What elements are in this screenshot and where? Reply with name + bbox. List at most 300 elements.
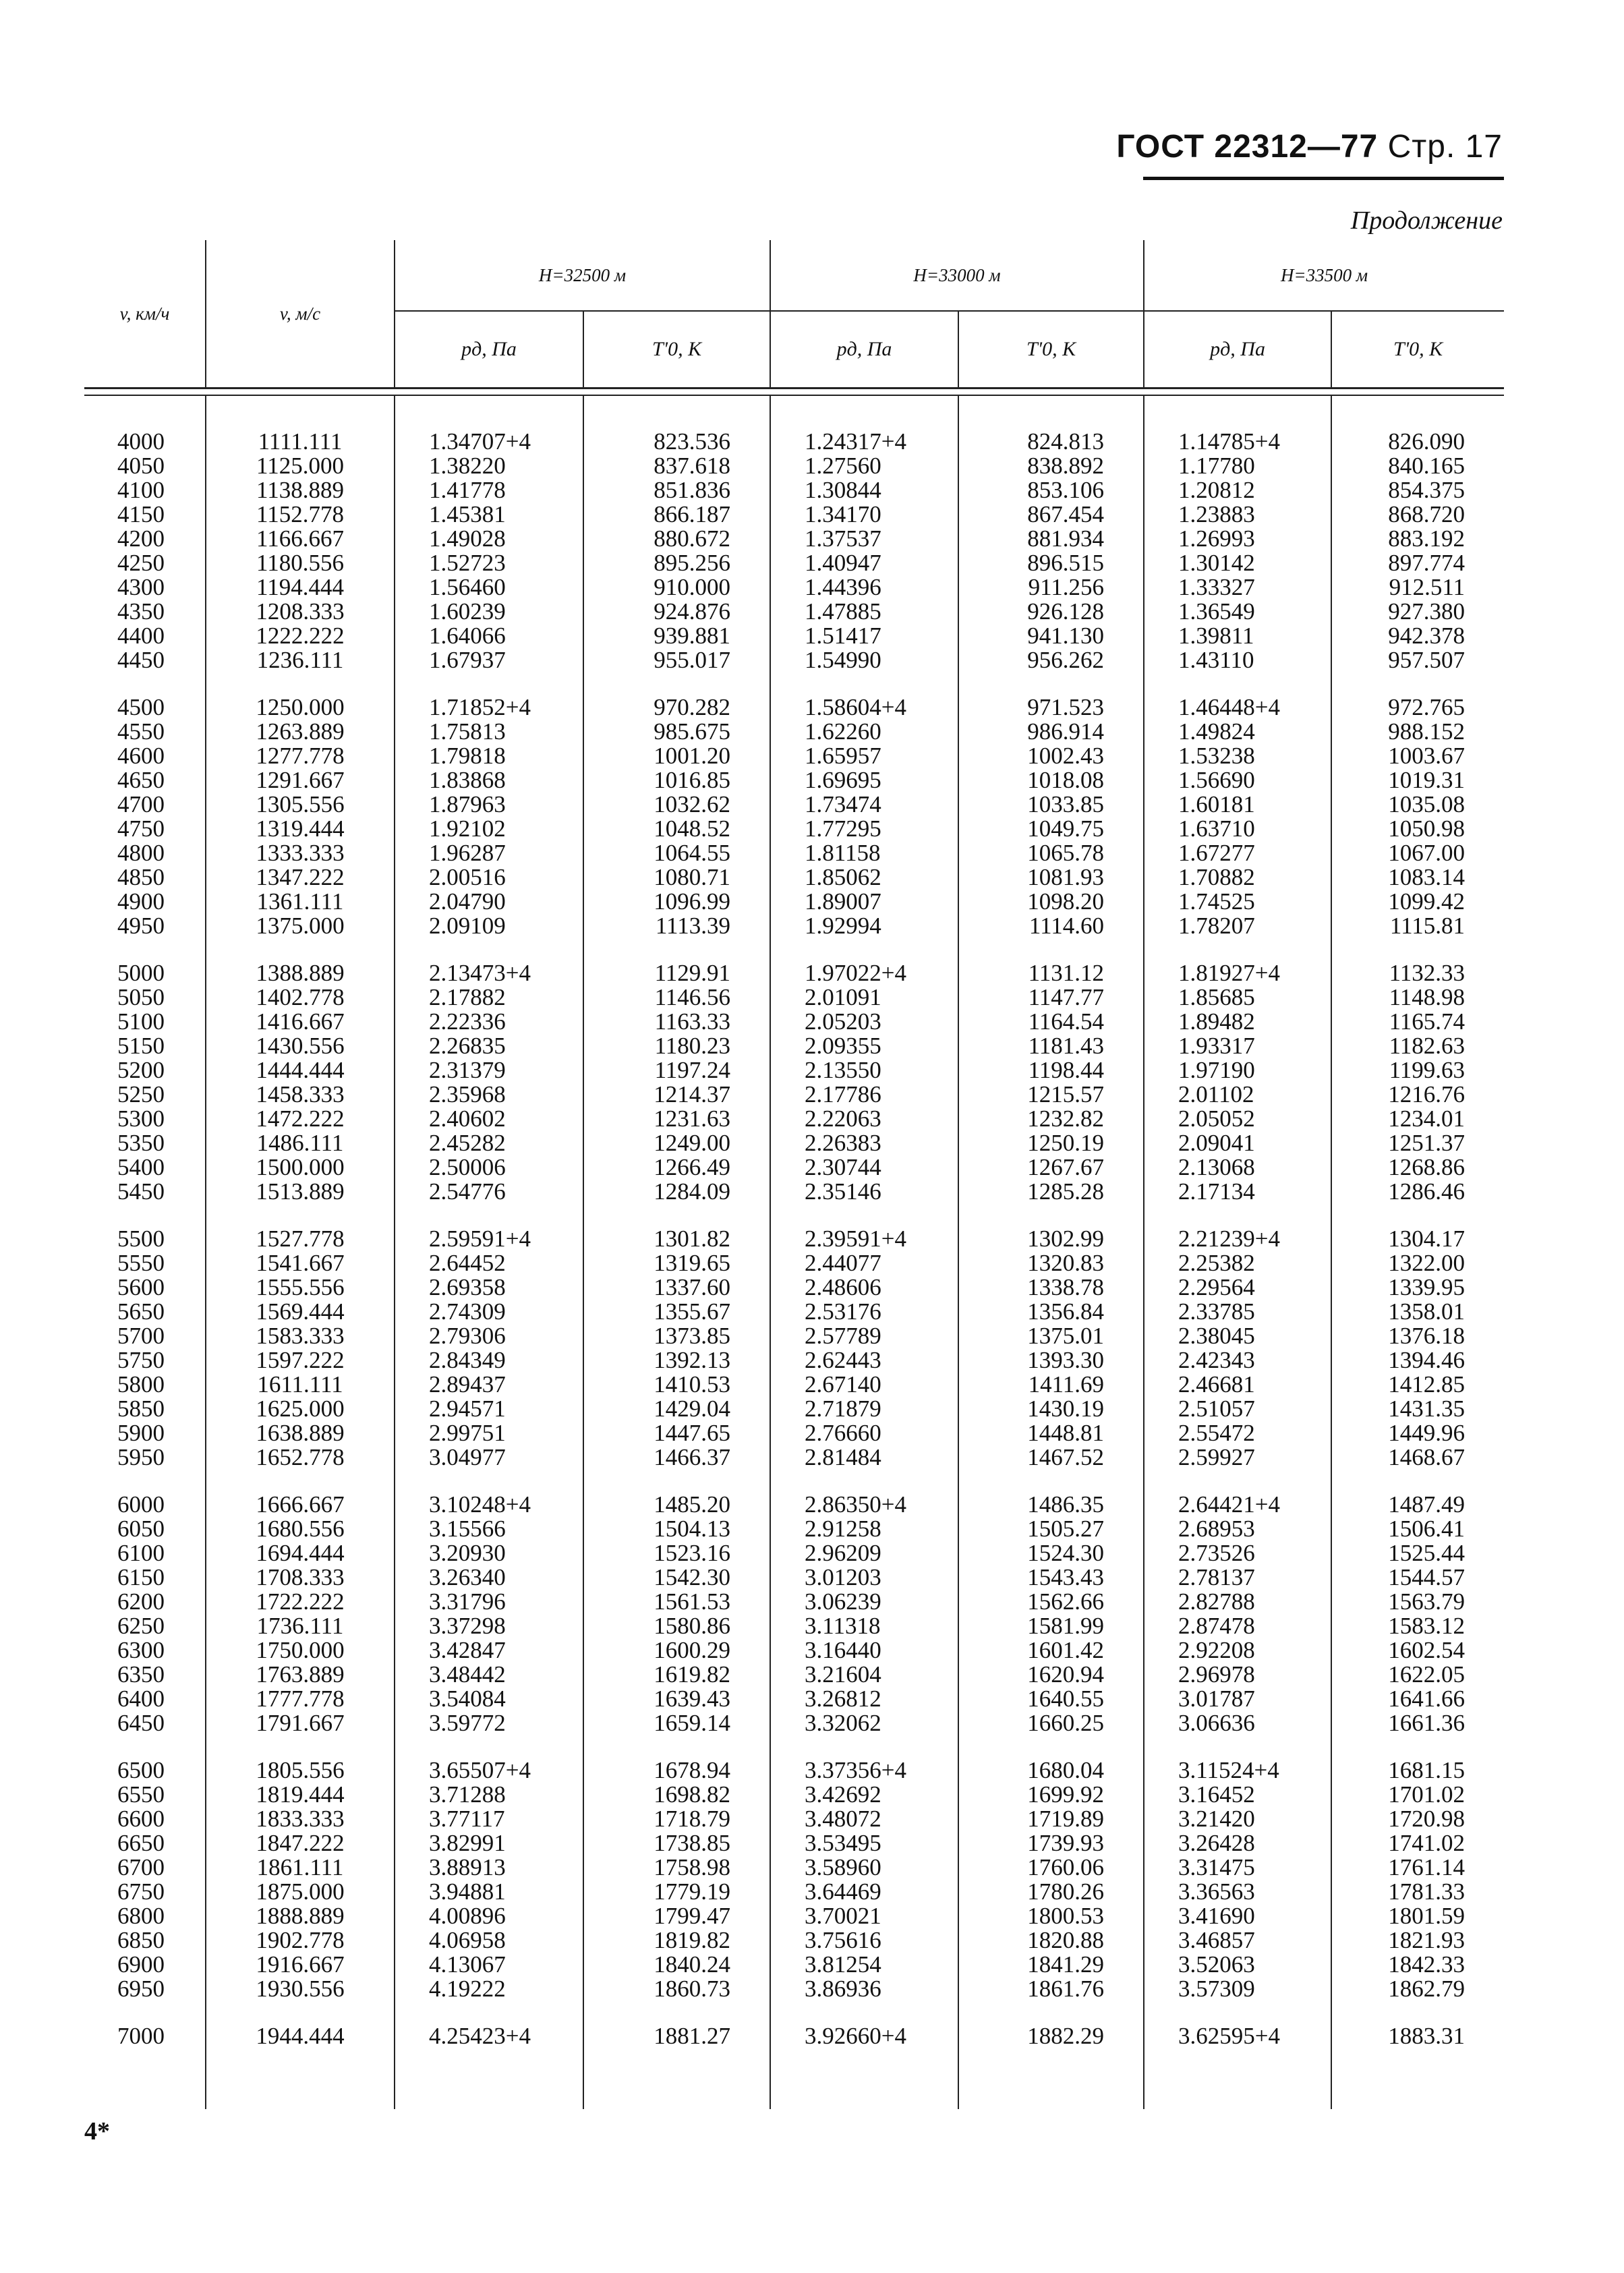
table-cell: 1.56690 bbox=[1144, 768, 1331, 793]
table-row bbox=[84, 890, 1504, 914]
table-cell: 4350 bbox=[117, 598, 165, 625]
table-cell: 1580.86 bbox=[583, 1614, 770, 1638]
table-cell: 1250.000 bbox=[206, 695, 395, 720]
table-cell: 3.57309 bbox=[1144, 1977, 1331, 2001]
table-row bbox=[84, 1638, 1504, 1663]
table-row bbox=[84, 478, 1504, 502]
table-cell: 1467.52 bbox=[958, 1445, 1144, 1470]
table-cell: 2.40602 bbox=[395, 1107, 583, 1131]
table-cell: 2.82788 bbox=[1144, 1590, 1331, 1614]
table-cell: 1506.41 bbox=[1331, 1517, 1504, 1541]
table-cell: 1763.889 bbox=[206, 1663, 395, 1687]
table-cell: 1447.65 bbox=[583, 1421, 770, 1445]
table-cell: 1659.14 bbox=[583, 1711, 770, 1735]
table-cell: 1.41778 bbox=[395, 478, 583, 502]
table-cell: 1430.19 bbox=[958, 1397, 1144, 1421]
table-cell: 4.19222 bbox=[395, 1977, 583, 2001]
table-cell: 3.15566 bbox=[395, 1517, 583, 1541]
table-cell: 1524.30 bbox=[958, 1541, 1144, 1565]
table-cell: 1125.000 bbox=[206, 454, 395, 478]
table-cell: 1164.54 bbox=[958, 1010, 1144, 1034]
spacer-cell bbox=[1144, 1470, 1331, 1493]
table-cell: 881.934 bbox=[958, 527, 1144, 551]
group-separator bbox=[84, 1735, 1504, 1758]
table-cell: 1320.83 bbox=[958, 1251, 1144, 1275]
table-cell: 1393.30 bbox=[958, 1348, 1144, 1373]
table-cell: 1.27560 bbox=[770, 454, 958, 478]
table-cell: 3.53495 bbox=[770, 1831, 958, 1855]
table-cell: 911.256 bbox=[958, 575, 1144, 600]
spacer-cell bbox=[583, 395, 770, 430]
table-cell: 2.13068 bbox=[1144, 1155, 1331, 1180]
table-cell: 2.39591+4 bbox=[770, 1227, 958, 1251]
table-cell: 2.33785 bbox=[1144, 1300, 1331, 1324]
spacer-cell bbox=[958, 672, 1144, 695]
table-cell: 6900 bbox=[117, 1951, 165, 1978]
table-cell: 823.536 bbox=[583, 430, 770, 454]
table-cell: 1356.84 bbox=[958, 1300, 1144, 1324]
table-cell: 5550 bbox=[117, 1250, 165, 1276]
table-cell: 3.01203 bbox=[770, 1565, 958, 1590]
table-cell: 1930.556 bbox=[206, 1977, 395, 2001]
data-table-wrapper bbox=[84, 240, 1504, 2109]
table-row bbox=[84, 744, 1504, 768]
table-cell: 5200 bbox=[117, 1057, 165, 1083]
table-cell: 3.42692 bbox=[770, 1783, 958, 1807]
table-cell: 1050.98 bbox=[1331, 817, 1504, 841]
spacer-cell bbox=[206, 2048, 395, 2109]
table-cell: 1.67277 bbox=[1144, 841, 1331, 865]
table-cell: 1048.52 bbox=[583, 817, 770, 841]
table-cell: 1694.444 bbox=[206, 1541, 395, 1565]
table-row bbox=[84, 1855, 1504, 1880]
table-cell: 1180.556 bbox=[206, 551, 395, 575]
table-cell: 4100 bbox=[117, 477, 165, 503]
table-cell: 1619.82 bbox=[583, 1663, 770, 1687]
table-cell: 3.58960 bbox=[770, 1855, 958, 1880]
table-cell: 6700 bbox=[117, 1854, 165, 1880]
table-cell: 1430.556 bbox=[206, 1034, 395, 1058]
table-cell: 956.262 bbox=[958, 648, 1144, 672]
table-cell: 5500 bbox=[117, 1226, 165, 1252]
spacer-cell bbox=[84, 1735, 206, 1758]
table-cell: 6600 bbox=[117, 1806, 165, 1832]
table-row bbox=[84, 1010, 1504, 1034]
table-cell: 1138.889 bbox=[206, 478, 395, 502]
table-cell: 5350 bbox=[117, 1130, 165, 1156]
table-cell: 988.152 bbox=[1331, 720, 1504, 744]
table-cell: 1472.222 bbox=[206, 1107, 395, 1131]
header-double-rule bbox=[84, 389, 1504, 396]
table-cell: 1583.333 bbox=[206, 1324, 395, 1348]
table-cell: 1860.73 bbox=[583, 1977, 770, 2001]
table-cell: 1305.556 bbox=[206, 793, 395, 817]
table-cell: 1081.93 bbox=[958, 865, 1144, 890]
table-cell: 1338.78 bbox=[958, 1275, 1144, 1300]
table-body bbox=[84, 395, 1504, 2109]
table-row bbox=[84, 1445, 1504, 1470]
table-cell: 2.05203 bbox=[770, 1010, 958, 1034]
spacer-cell bbox=[206, 2001, 395, 2024]
table-cell: 2.53176 bbox=[770, 1300, 958, 1324]
table-cell: 2.79306 bbox=[395, 1324, 583, 1348]
table-cell: 1.78207 bbox=[1144, 914, 1331, 938]
table-row bbox=[84, 720, 1504, 744]
table-cell: 1166.667 bbox=[206, 527, 395, 551]
group-header-h3: H=33500 м bbox=[1144, 240, 1504, 311]
table-cell: 1.17780 bbox=[1144, 454, 1331, 478]
col-header-temperature: T'0, К bbox=[583, 311, 770, 389]
table-cell: 1115.81 bbox=[1331, 914, 1504, 938]
table-cell: 5050 bbox=[117, 984, 165, 1010]
table-cell: 3.10248+4 bbox=[395, 1493, 583, 1517]
table-cell: 2.45282 bbox=[395, 1131, 583, 1155]
table-cell: 2.09355 bbox=[770, 1034, 958, 1058]
table-cell: 1861.111 bbox=[206, 1855, 395, 1880]
table-cell: 939.881 bbox=[583, 624, 770, 648]
table-cell: 1639.43 bbox=[583, 1687, 770, 1711]
table-row bbox=[84, 454, 1504, 478]
table-cell: 5150 bbox=[117, 1033, 165, 1059]
table-cell: 1361.111 bbox=[206, 890, 395, 914]
table-row bbox=[84, 1421, 1504, 1445]
table-cell: 1486.111 bbox=[206, 1131, 395, 1155]
spacer-cell bbox=[395, 395, 583, 430]
table-cell: 1458.333 bbox=[206, 1083, 395, 1107]
spacer-cell bbox=[1331, 2048, 1504, 2109]
table-cell: 1902.778 bbox=[206, 1928, 395, 1953]
table-cell: 2.92208 bbox=[1144, 1638, 1331, 1663]
table-row bbox=[84, 768, 1504, 793]
table-cell: 1.39811 bbox=[1144, 624, 1331, 648]
table-row bbox=[84, 1758, 1504, 1783]
table-cell: 1375.000 bbox=[206, 914, 395, 938]
table-cell: 853.106 bbox=[958, 478, 1144, 502]
spacer-cell bbox=[84, 1204, 206, 1227]
table-cell: 5300 bbox=[117, 1105, 165, 1132]
table-cell: 1337.60 bbox=[583, 1275, 770, 1300]
table-cell: 1708.333 bbox=[206, 1565, 395, 1590]
table-cell: 1322.00 bbox=[1331, 1251, 1504, 1275]
table-cell: 1.71852+4 bbox=[395, 695, 583, 720]
table-cell: 6300 bbox=[117, 1637, 165, 1663]
table-cell: 3.37298 bbox=[395, 1614, 583, 1638]
table-cell: 1132.33 bbox=[1331, 961, 1504, 985]
table-cell: 1800.53 bbox=[958, 1904, 1144, 1928]
table-row bbox=[84, 1251, 1504, 1275]
table-cell: 1147.77 bbox=[958, 985, 1144, 1010]
table-cell: 1.58604+4 bbox=[770, 695, 958, 720]
table-cell: 824.813 bbox=[958, 430, 1144, 454]
table-cell: 1131.12 bbox=[958, 961, 1144, 985]
table-row bbox=[84, 1155, 1504, 1180]
table-cell: 4300 bbox=[117, 574, 165, 600]
table-cell: 1301.82 bbox=[583, 1227, 770, 1251]
table-cell: 1701.02 bbox=[1331, 1783, 1504, 1807]
table-cell: 3.21420 bbox=[1144, 1807, 1331, 1831]
table-cell: 1.67937 bbox=[395, 648, 583, 672]
table-cell: 1611.111 bbox=[206, 1373, 395, 1397]
table-row bbox=[84, 1614, 1504, 1638]
spacer-cell bbox=[770, 395, 958, 430]
table-row bbox=[84, 1517, 1504, 1541]
table-cell: 880.672 bbox=[583, 527, 770, 551]
table-cell: 6150 bbox=[117, 1564, 165, 1590]
table-cell: 1.92102 bbox=[395, 817, 583, 841]
table-header bbox=[84, 240, 1504, 395]
spacer-cell bbox=[1144, 672, 1331, 695]
table-cell: 3.26812 bbox=[770, 1687, 958, 1711]
table-cell: 4900 bbox=[117, 888, 165, 915]
table-cell: 1.69695 bbox=[770, 768, 958, 793]
table-cell: 3.16452 bbox=[1144, 1783, 1331, 1807]
table-cell: 1333.333 bbox=[206, 841, 395, 865]
table-cell: 4.13067 bbox=[395, 1953, 583, 1977]
table-cell: 1.64066 bbox=[395, 624, 583, 648]
table-cell: 5800 bbox=[117, 1371, 165, 1398]
table-cell: 4.06958 bbox=[395, 1928, 583, 1953]
table-cell: 3.81254 bbox=[770, 1953, 958, 1977]
table-cell: 1.87963 bbox=[395, 793, 583, 817]
table-cell: 3.32062 bbox=[770, 1711, 958, 1735]
table-cell: 2.48606 bbox=[770, 1275, 958, 1300]
table-cell: 2.59591+4 bbox=[395, 1227, 583, 1251]
table-cell: 1064.55 bbox=[583, 841, 770, 865]
table-cell: 2.86350+4 bbox=[770, 1493, 958, 1517]
table-cell: 2.38045 bbox=[1144, 1324, 1331, 1348]
table-cell: 1291.667 bbox=[206, 768, 395, 793]
table-cell: 1.43110 bbox=[1144, 648, 1331, 672]
table-cell: 1444.444 bbox=[206, 1058, 395, 1083]
table-cell: 2.35146 bbox=[770, 1180, 958, 1204]
spacer-cell bbox=[84, 2001, 206, 2024]
table-cell: 1.47885 bbox=[770, 600, 958, 624]
table-cell: 1033.85 bbox=[958, 793, 1144, 817]
table-cell: 1018.08 bbox=[958, 768, 1144, 793]
table-row bbox=[84, 1373, 1504, 1397]
table-cell: 1339.95 bbox=[1331, 1275, 1504, 1300]
table-cell: 2.81484 bbox=[770, 1445, 958, 1470]
table-cell: 1001.20 bbox=[583, 744, 770, 768]
spacer-cell bbox=[206, 1204, 395, 1227]
table-cell: 1065.78 bbox=[958, 841, 1144, 865]
table-cell: 1304.17 bbox=[1331, 1227, 1504, 1251]
table-cell: 1182.63 bbox=[1331, 1034, 1504, 1058]
table-cell: 1.30142 bbox=[1144, 551, 1331, 575]
table-cell: 1180.23 bbox=[583, 1034, 770, 1058]
table-cell: 3.65507+4 bbox=[395, 1758, 583, 1783]
spacer-cell bbox=[958, 1470, 1144, 1493]
spacer-cell bbox=[770, 1204, 958, 1227]
group-separator bbox=[84, 1204, 1504, 1227]
table-cell: 1600.29 bbox=[583, 1638, 770, 1663]
table-cell: 1263.889 bbox=[206, 720, 395, 744]
group-separator bbox=[84, 672, 1504, 695]
table-bottom-spacer bbox=[84, 2048, 1504, 2109]
table-cell: 1523.16 bbox=[583, 1541, 770, 1565]
table-cell: 5950 bbox=[117, 1444, 165, 1470]
table-cell: 2.76660 bbox=[770, 1421, 958, 1445]
table-cell: 1620.94 bbox=[958, 1663, 1144, 1687]
page-header bbox=[1116, 128, 1503, 165]
table-cell: 1861.76 bbox=[958, 1977, 1144, 2001]
table-row bbox=[84, 1687, 1504, 1711]
spacer-cell bbox=[84, 1470, 206, 1493]
table-cell: 1198.44 bbox=[958, 1058, 1144, 1083]
table-cell: 837.618 bbox=[583, 454, 770, 478]
table-row bbox=[84, 1324, 1504, 1348]
table-cell: 1111.111 bbox=[206, 430, 395, 454]
table-cell: 1.38220 bbox=[395, 454, 583, 478]
table-cell: 1002.43 bbox=[958, 744, 1144, 768]
table-cell: 5100 bbox=[117, 1008, 165, 1035]
table-row bbox=[84, 1953, 1504, 1977]
table-row bbox=[84, 1928, 1504, 1953]
table-cell: 1750.000 bbox=[206, 1638, 395, 1663]
spacer-cell bbox=[395, 1204, 583, 1227]
table-cell: 4650 bbox=[117, 767, 165, 793]
table-cell: 1.85062 bbox=[770, 865, 958, 890]
table-cell: 1561.53 bbox=[583, 1590, 770, 1614]
table-cell: 1250.19 bbox=[958, 1131, 1144, 1155]
table-cell: 2.30744 bbox=[770, 1155, 958, 1180]
table-cell: 2.26383 bbox=[770, 1131, 958, 1155]
table-cell: 5000 bbox=[117, 960, 165, 986]
table-cell: 942.378 bbox=[1331, 624, 1504, 648]
table-cell: 2.26835 bbox=[395, 1034, 583, 1058]
table-cell: 1394.46 bbox=[1331, 1348, 1504, 1373]
table-cell: 1698.82 bbox=[583, 1783, 770, 1807]
spacer-cell bbox=[1331, 395, 1504, 430]
table-cell: 1429.04 bbox=[583, 1397, 770, 1421]
table-cell: 1.56460 bbox=[395, 575, 583, 600]
table-cell: 2.71879 bbox=[770, 1397, 958, 1421]
table-row bbox=[84, 985, 1504, 1010]
table-cell: 1249.00 bbox=[583, 1131, 770, 1155]
table-cell: 2.09041 bbox=[1144, 1131, 1331, 1155]
spacer-cell bbox=[395, 1735, 583, 1758]
table-cell: 2.35968 bbox=[395, 1083, 583, 1107]
table-cell: 1251.37 bbox=[1331, 1131, 1504, 1155]
table-cell: 1541.667 bbox=[206, 1251, 395, 1275]
table-cell: 1820.88 bbox=[958, 1928, 1144, 1953]
spacer-cell bbox=[958, 1735, 1144, 1758]
table-cell: 1888.889 bbox=[206, 1904, 395, 1928]
table-cell: 3.92660+4 bbox=[770, 2024, 958, 2048]
spacer-cell bbox=[84, 938, 206, 961]
table-cell: 1.74525 bbox=[1144, 890, 1331, 914]
table-cell: 1319.444 bbox=[206, 817, 395, 841]
spacer-cell bbox=[770, 1470, 958, 1493]
table-cell: 1410.53 bbox=[583, 1373, 770, 1397]
table-cell: 6650 bbox=[117, 1830, 165, 1856]
table-cell: 1916.667 bbox=[206, 1953, 395, 1977]
spacer-cell bbox=[583, 2048, 770, 2109]
table-cell: 2.00516 bbox=[395, 865, 583, 890]
table-row bbox=[84, 2024, 1504, 2048]
table-cell: 1799.47 bbox=[583, 1904, 770, 1928]
table-cell: 2.59927 bbox=[1144, 1445, 1331, 1470]
table-row bbox=[84, 551, 1504, 575]
table-cell: 854.375 bbox=[1331, 478, 1504, 502]
table-cell: 985.675 bbox=[583, 720, 770, 744]
table-cell: 3.48072 bbox=[770, 1807, 958, 1831]
table-cell: 1165.74 bbox=[1331, 1010, 1504, 1034]
table-cell: 1083.14 bbox=[1331, 865, 1504, 890]
table-row bbox=[84, 430, 1504, 454]
table-cell: 2.13550 bbox=[770, 1058, 958, 1083]
table-cell: 4800 bbox=[117, 840, 165, 866]
table-cell: 1267.67 bbox=[958, 1155, 1144, 1180]
table-row bbox=[84, 1977, 1504, 2001]
table-row bbox=[84, 1348, 1504, 1373]
table-cell: 5600 bbox=[117, 1274, 165, 1300]
table-cell: 1487.49 bbox=[1331, 1493, 1504, 1517]
spacer-cell bbox=[206, 1735, 395, 1758]
table-cell: 3.42847 bbox=[395, 1638, 583, 1663]
table-cell: 1215.57 bbox=[958, 1083, 1144, 1107]
table-cell: 2.73526 bbox=[1144, 1541, 1331, 1565]
table-cell: 2.31379 bbox=[395, 1058, 583, 1083]
table-row bbox=[84, 1493, 1504, 1517]
table-cell: 3.31475 bbox=[1144, 1855, 1331, 1880]
table-cell: 1821.93 bbox=[1331, 1928, 1504, 1953]
table-row bbox=[84, 1227, 1504, 1251]
table-cell: 3.26428 bbox=[1144, 1831, 1331, 1855]
table-cell: 4000 bbox=[117, 428, 165, 455]
spacer-cell bbox=[1331, 672, 1504, 695]
table-cell: 1.77295 bbox=[770, 817, 958, 841]
table-cell: 957.507 bbox=[1331, 648, 1504, 672]
table-cell: 1661.36 bbox=[1331, 1711, 1504, 1735]
table-cell: 1641.66 bbox=[1331, 1687, 1504, 1711]
table-cell: 1862.79 bbox=[1331, 1977, 1504, 2001]
table-cell: 926.128 bbox=[958, 600, 1144, 624]
table-cell: 3.06239 bbox=[770, 1590, 958, 1614]
table-cell: 1.51417 bbox=[770, 624, 958, 648]
table-cell: 3.88913 bbox=[395, 1855, 583, 1880]
table-cell: 4550 bbox=[117, 718, 165, 745]
table-cell: 3.52063 bbox=[1144, 1953, 1331, 1977]
table-cell: 4450 bbox=[117, 647, 165, 673]
table-cell: 1.75813 bbox=[395, 720, 583, 744]
table-cell: 971.523 bbox=[958, 695, 1144, 720]
table-cell: 896.515 bbox=[958, 551, 1144, 575]
table-cell: 2.13473+4 bbox=[395, 961, 583, 985]
table-cell: 1277.778 bbox=[206, 744, 395, 768]
table-cell: 4850 bbox=[117, 864, 165, 890]
table-cell: 6850 bbox=[117, 1927, 165, 1953]
table-cell: 1525.44 bbox=[1331, 1541, 1504, 1565]
table-cell: 2.22063 bbox=[770, 1107, 958, 1131]
table-cell: 5250 bbox=[117, 1081, 165, 1107]
table-cell: 1049.75 bbox=[958, 817, 1144, 841]
table-cell: 1847.222 bbox=[206, 1831, 395, 1855]
table-cell: 840.165 bbox=[1331, 454, 1504, 478]
table-cell: 6950 bbox=[117, 1976, 165, 2002]
spacer-cell bbox=[206, 938, 395, 961]
table-cell: 1268.86 bbox=[1331, 1155, 1504, 1180]
table-cell: 5750 bbox=[117, 1347, 165, 1373]
table-cell: 2.17786 bbox=[770, 1083, 958, 1107]
table-cell: 3.16440 bbox=[770, 1638, 958, 1663]
table-row bbox=[84, 1107, 1504, 1131]
spacer-cell bbox=[84, 2048, 206, 2109]
table-cell: 1411.69 bbox=[958, 1373, 1144, 1397]
table-cell: 1.89007 bbox=[770, 890, 958, 914]
table-cell: 955.017 bbox=[583, 648, 770, 672]
table-cell: 1016.85 bbox=[583, 768, 770, 793]
